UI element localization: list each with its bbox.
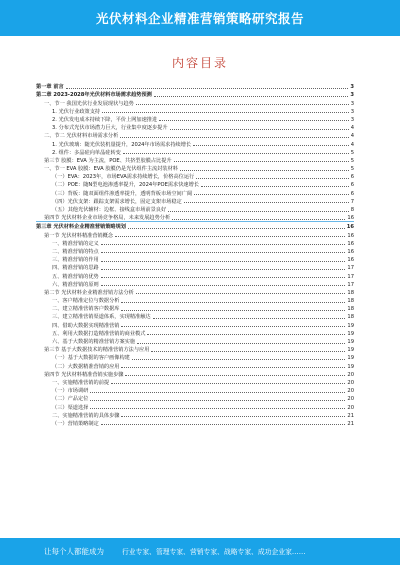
toc-dot-leader [121, 326, 345, 327]
toc-entry-title: 四、精准营销的思路 [52, 265, 99, 272]
toc-entry-page: 20 [347, 379, 354, 386]
toc-entry-title: 三、精准营销的作用 [52, 257, 99, 264]
toc-entry[interactable] [36, 213, 354, 221]
toc-entry-page: 18 [347, 298, 354, 305]
toc-entry-title: 第三节 胶膜：EVA 为主流，POE、共挤型胶膜占比提升 [44, 157, 172, 164]
toc-entry-page: 6 [350, 182, 354, 189]
toc-entry-title: （二）POE：随N型电池渗透率提升，2024年POE需求快速增长 [52, 182, 199, 189]
toc-entry[interactable] [36, 197, 354, 205]
toc-entry-page: 19 [347, 322, 354, 329]
toc-entry-page: 19 [347, 339, 354, 345]
toc-dot-leader [101, 252, 346, 253]
toc-entry-title: （一）市场调研 [52, 388, 89, 395]
toc-entry-title: 第三节 基于大数据技术的精准营销方法与应用 [44, 347, 150, 354]
toc-entry-page: 16 [347, 257, 354, 264]
toc-dot-leader [123, 153, 349, 154]
toc-entry[interactable] [36, 271, 354, 279]
toc-entry-page: 20 [347, 404, 354, 411]
toc-entry[interactable] [36, 304, 354, 312]
toc-entry[interactable] [36, 337, 354, 345]
toc-entry[interactable] [36, 370, 354, 378]
toc-dot-leader [168, 211, 349, 212]
toc-entry-title: （一）EVA：2023年，市场EVA需求持续增长，价格高位运行 [52, 174, 195, 181]
toc-entry[interactable] [36, 361, 354, 369]
toc-entry-title: 一、精准营销的定义 [52, 240, 99, 247]
toc-entry-page: 20 [347, 396, 354, 403]
toc-entry[interactable] [36, 255, 354, 263]
toc-entry[interactable] [36, 419, 354, 427]
toc-entry-page: 16 [347, 240, 354, 247]
toc-entry-title: 第二节 光伏材料企业精准营销方法分析 [44, 289, 134, 296]
toc-dot-leader [136, 104, 349, 105]
toc-entry-page: 19 [347, 355, 354, 362]
toc-entry-page: 4 [350, 141, 354, 148]
toc-entry-page: 3 [350, 92, 354, 99]
footer-bar [0, 538, 400, 565]
toc-dot-leader [180, 170, 349, 171]
toc-entry[interactable] [36, 164, 354, 172]
toc-entry-title: 六、基于大数据的精准营销方案实施 [52, 339, 136, 345]
toc-dot-leader [136, 293, 346, 294]
toc-entry-page: 17 [347, 281, 354, 288]
toc-entry[interactable] [36, 82, 354, 90]
toc-dot-leader [101, 244, 346, 245]
toc-dot-leader [137, 343, 345, 344]
toc-dot-leader [128, 228, 345, 229]
toc-dot-leader [90, 408, 345, 409]
toc-entry-title: 第四节 光伏材料企业市场竞争格局，未来发展趋势分析 [44, 215, 171, 222]
toc-entry-page: 4 [350, 133, 354, 140]
toc-entry[interactable] [36, 296, 354, 304]
toc-dot-leader [121, 310, 345, 311]
toc-entry-title: 一、实施精准营销的前提 [52, 379, 110, 386]
toc-dot-leader [174, 161, 349, 162]
toc-dot-leader [90, 392, 345, 393]
toc-dot-leader [101, 424, 346, 425]
toc-entry-title: （一）基于大数据的客户画像构建 [52, 355, 130, 362]
report-title: 光伏材料企业精准营销策略研究报告 [95, 11, 304, 26]
toc-dot-leader [125, 375, 345, 376]
toc-entry-title: 二、建立精准营销客户数据库 [52, 306, 120, 313]
toc-dot-leader [153, 318, 346, 319]
toc-entry[interactable] [36, 386, 354, 394]
toc-entry-page: 3 [350, 116, 354, 123]
toc-entry[interactable] [36, 123, 354, 131]
toc-entry[interactable] [36, 312, 354, 320]
toc-entry-page: 3 [350, 84, 354, 91]
toc-dot-leader [159, 120, 349, 121]
toc-entry-title: 五、精准营销的优势 [52, 273, 99, 280]
toc-dot-leader [154, 96, 349, 97]
toc-entry-page: 8 [350, 207, 354, 213]
toc-entry-page: 17 [347, 265, 354, 272]
toc-entry[interactable] [36, 394, 354, 402]
toc-entry[interactable] [36, 221, 354, 230]
toc-dot-leader [132, 359, 346, 360]
toc-entry[interactable] [36, 239, 354, 247]
toc-entry-page: 3 [350, 108, 354, 115]
toc-entry-page: 16 [346, 224, 354, 231]
toc-dot-leader [193, 145, 349, 146]
report-header-bar [0, 0, 400, 36]
toc-entry[interactable] [36, 263, 354, 271]
toc-entry-page: 19 [347, 347, 354, 354]
toc-entry-title: 2. 光伏发电成本持续下降，平价上网加速推进 [52, 116, 158, 123]
toc-entry-page: 4 [350, 125, 354, 132]
toc-entry-page: 19 [347, 330, 354, 337]
toc-entry-title: 一、客户精准定位与数据分析 [52, 298, 120, 305]
toc-dot-leader [196, 178, 348, 179]
toc-entry[interactable] [36, 131, 354, 139]
toc-dot-leader [101, 269, 346, 270]
toc-entry-title: 二、节二 光伏材料市场需求分析 [44, 133, 119, 140]
toc-dot-leader [201, 186, 349, 187]
toc-entry-page: 17 [347, 273, 354, 280]
toc-entry[interactable] [36, 139, 354, 147]
toc-entry[interactable] [36, 345, 354, 353]
toc-dot-leader [90, 400, 345, 401]
toc-entry[interactable] [36, 205, 354, 213]
toc-dot-leader [121, 302, 345, 303]
toc-entry-title: 2. 组件：多晶硅向单晶硅转变 [52, 149, 121, 156]
toc-entry[interactable] [36, 288, 354, 296]
toc-entry[interactable] [36, 156, 354, 164]
toc-entry-title: 二、精准营销的特点 [52, 248, 99, 255]
toc-entry[interactable] [36, 320, 354, 328]
toc-dot-leader [111, 383, 345, 384]
toc-entry[interactable] [36, 402, 354, 410]
toc-entry[interactable] [36, 411, 354, 419]
toc-entry[interactable] [36, 115, 354, 123]
toc-dot-leader [101, 261, 346, 262]
toc-dot-leader [66, 88, 349, 89]
toc-entry-title: （一）营销策略制定 [52, 420, 99, 427]
toc-entry-page: 16 [347, 248, 354, 255]
toc-dot-leader [121, 367, 345, 368]
toc-entry[interactable] [36, 329, 354, 337]
toc-entry-title: 第一章 前言 [36, 84, 64, 91]
toc-dot-leader [101, 285, 346, 286]
toc-entry-page: 18 [347, 306, 354, 313]
toc-dot-leader [147, 334, 345, 335]
toc-entry[interactable] [36, 188, 354, 196]
toc-entry[interactable] [36, 90, 354, 98]
toc-dot-leader [184, 202, 349, 203]
toc-entry-page: 7 [350, 198, 354, 205]
toc-entry[interactable] [36, 148, 354, 156]
toc-entry-title: 四、借助大数据实现精准营销 [52, 322, 120, 329]
toc-entry-title: 一、节一 我国光伏行业发展现状与趋势 [44, 100, 134, 107]
toc-entry-title: （五）其他光伏辅材：边框、接线盒市场前景良好 [52, 207, 167, 213]
toc-dot-leader [120, 137, 348, 138]
toc-entry-title: 第二章 2023-2028年光伏材料市场需求趋势预测 [36, 92, 152, 99]
toc-entry[interactable] [36, 172, 354, 180]
toc-entry-title: 二、实施精准营销的具体步骤 [52, 412, 120, 419]
toc-entry-title: 五、利用大数据打造精准营销的商业模式 [52, 330, 146, 337]
toc-entry-title: （四）光伏支架：跟踪支架需求增长，固定支架市场稳定 [52, 198, 182, 205]
toc-entry-page: 3 [350, 100, 354, 107]
toc-entry-title: （二）产品定位 [52, 396, 89, 403]
toc-entry[interactable] [36, 180, 354, 188]
toc-entry-page: 16 [347, 232, 354, 239]
toc-entry[interactable] [36, 280, 354, 288]
toc-dot-leader [115, 236, 345, 237]
toc-entry[interactable] [36, 230, 354, 238]
toc-entry-title: （二）大数据精准营销的应用 [52, 363, 120, 370]
toc-dot-leader [194, 194, 349, 195]
toc-entry[interactable] [36, 353, 354, 361]
toc-entry-page: 18 [347, 289, 354, 296]
toc-dot-leader [121, 416, 345, 417]
toc-entry-title: 第三章 光伏材料企业精准营销策略规划 [36, 224, 126, 231]
toc-entry-title: 3. 分布式光伏市场潜力巨大，行业集中度逐步提升 [52, 125, 168, 132]
toc-entry-page: 6 [350, 190, 354, 197]
toc-entry-page: 18 [347, 314, 354, 321]
table-of-contents [36, 82, 354, 427]
toc-dot-leader [172, 219, 345, 220]
toc-entry-page: 5 [350, 149, 354, 156]
toc-entry-page: 21 [347, 420, 354, 427]
toc-entry-title: 一、节一 EVA 胶膜：EVA 胶膜仍是光伏组件主流封装材料 [44, 166, 178, 173]
toc-entry-page: 5 [350, 166, 354, 173]
toc-entry-title: 第一节 光伏材料精准营销概念 [44, 232, 114, 239]
toc-entry-title: （三）渠道选择 [52, 404, 89, 411]
toc-heading: 内容目录 [171, 56, 228, 70]
toc-entry-title: 1. 光伏玻璃：随光伏装机量提升，2024年市场需求持续增长 [52, 141, 192, 148]
toc-entry-title: 三、建立精准营销渠道体系，实现精准触达 [52, 314, 151, 321]
toc-entry-page: 6 [350, 174, 354, 181]
toc-entry-page: 21 [347, 412, 354, 419]
toc-entry[interactable] [36, 247, 354, 255]
toc-entry-page: 5 [350, 157, 354, 164]
footer-roles: 行业专家、管理专家、营销专家、战略专家、成功企业家…… [122, 548, 306, 556]
toc-dot-leader [170, 129, 349, 130]
toc-entry-page: 16 [347, 215, 354, 222]
toc-entry-page: 20 [347, 388, 354, 395]
toc-dot-leader [101, 277, 346, 278]
toc-entry-page: 20 [347, 371, 354, 378]
toc-entry[interactable] [36, 378, 354, 386]
toc-dot-leader [151, 351, 345, 352]
toc-entry-page: 19 [347, 363, 354, 370]
toc-entry-title: （三）背板：随双面组件渗透率提升，透明背板市场空间广阔 [52, 190, 193, 197]
toc-entry-title: 第四节 光伏材料精准营销实施步骤 [44, 371, 124, 378]
footer-slogan: 让每个人都能成为 [44, 547, 104, 556]
toc-dot-leader [102, 112, 349, 113]
toc-entry-title: 1. 光伏行业政策支持 [52, 108, 101, 115]
toc-entry[interactable] [36, 107, 354, 115]
toc-entry[interactable] [36, 98, 354, 106]
toc-entry-title: 六、精准营销的原则 [52, 281, 99, 288]
